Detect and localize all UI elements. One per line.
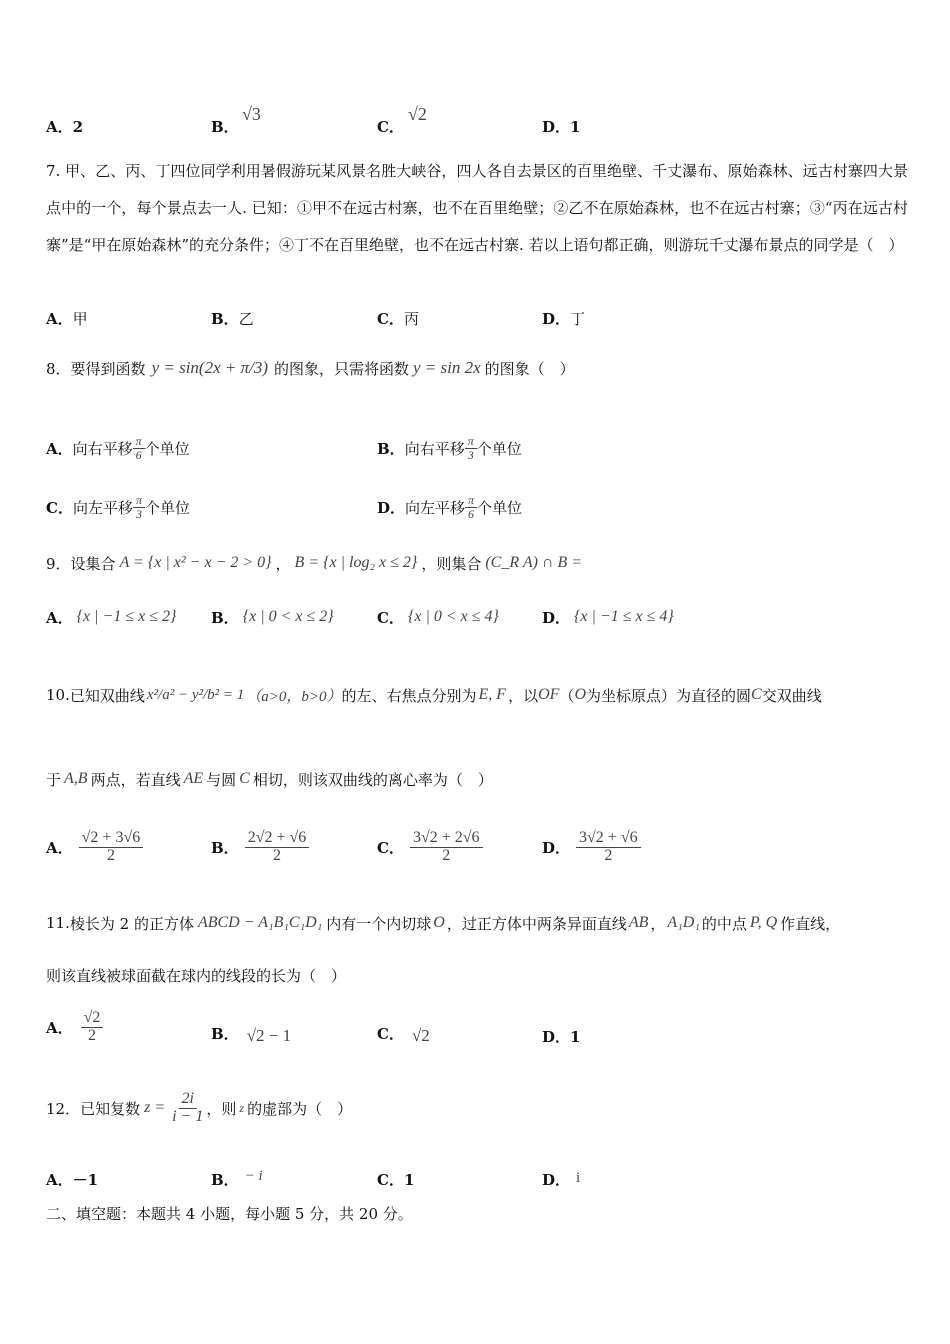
q11-option-a — [46, 1002, 103, 1052]
stem-text: 设集合 — [70, 554, 116, 573]
q10-option-c — [377, 822, 483, 872]
segment-of: OF — [538, 686, 560, 703]
option-label: B． — [211, 1024, 239, 1043]
option-value: i — [576, 1170, 581, 1186]
sphere-o: O — [433, 914, 445, 931]
option-fraction — [81, 1010, 104, 1045]
option-label: C． — [377, 1024, 404, 1043]
q10-stem-line2 — [46, 762, 493, 796]
q7-option-b — [211, 308, 254, 329]
option-label: A． — [46, 608, 73, 627]
option-label: B． — [211, 608, 239, 627]
fraction-denominator: 2 — [106, 846, 115, 864]
option-value: {x | 0 < x ≤ 2} — [242, 608, 334, 625]
option-suffix: 个单位 — [477, 498, 523, 517]
option-suffix: 个单位 — [144, 498, 190, 517]
q6-option-b — [211, 116, 239, 137]
stem-text: 为坐标原点）为直径的圆 — [586, 686, 752, 705]
cube-name: ABCD − A₁B₁C₁D₁ — [197, 914, 323, 931]
line-ae: AE — [183, 770, 204, 787]
option-label: D． — [542, 310, 571, 328]
option-label: D． — [542, 1171, 571, 1189]
line-ab: AB — [628, 914, 649, 931]
fraction-numerator: 2i — [179, 1091, 197, 1109]
stem-text: （ — [559, 686, 575, 705]
question-number: 10. — [46, 686, 70, 704]
section-heading: 二、填空题：本题共 4 小题，每小题 5 分，共 20 分。 — [46, 1205, 413, 1223]
q6-option-c-value: √2 — [408, 104, 427, 124]
q11-option-b — [211, 1020, 291, 1046]
set-a: A = {x | x² − x − 2 > 0} — [119, 554, 272, 571]
z-equals: z = — [144, 1099, 166, 1116]
fraction-numerator: π — [133, 494, 145, 508]
option-label: C． — [377, 608, 404, 627]
option-value: √2 − 1 — [246, 1026, 292, 1045]
stem-text: 要得到函数 — [70, 359, 146, 378]
option-prefix: 向右平移 — [404, 439, 465, 458]
stem-text: ， — [650, 914, 666, 933]
stem-text: ，则集合 — [421, 554, 482, 573]
option-fraction — [410, 830, 483, 865]
q10-stem-line1 — [46, 675, 822, 715]
option-label: A． — [46, 1171, 73, 1189]
fraction-denominator: 6 — [135, 447, 142, 462]
option-label: B． — [211, 310, 239, 328]
q8-option-a — [46, 428, 190, 468]
option-fraction — [576, 830, 641, 865]
option-value: 丙 — [403, 310, 419, 328]
option-label: D． — [377, 498, 406, 517]
hyperbola-equation: x²/a² − y²/b² = 1 — [146, 686, 245, 703]
function-1: y = sin(2x + π/3) — [151, 358, 268, 377]
points-ab: A,B — [64, 770, 88, 787]
stem-text: 内有一个内切球 — [326, 914, 432, 933]
q11-stem-line1 — [46, 906, 840, 940]
q7-stem: 7. 甲、乙、丙、丁四位同学利用暑假游玩某风景名胜大峡谷，四人各自去景区的百里绝壁、千丈瀑布、原始森林、远古村寨四大景点中的一个，每个景点去一人. 已知：①甲不在远古村寨，也不在百里绝壁；②乙不在原始森林，也不在远古村寨；③“丙在远古村寨”是“甲在原始森林”的充分条件；④丁不在百里绝壁，也不在远古村寨. 若以上语句都正确，则游玩千丈瀑布景点的同学是（ ） — [46, 162, 908, 254]
z-symbol: z — [239, 1100, 245, 1115]
function-2: y = sin 2x — [413, 358, 481, 377]
option-label: D． — [542, 838, 571, 857]
origin-o: O — [574, 686, 586, 703]
q11-stem-line2: 则该直线被球面截在球内的线段的长为（ ） — [46, 967, 347, 985]
stem-text: 与圆 — [206, 770, 237, 789]
complex-fraction — [169, 1091, 206, 1126]
q9-option-b — [211, 600, 334, 634]
points-pq: P, Q — [749, 914, 778, 931]
question-number: 12． — [46, 1099, 81, 1118]
option-label: D． — [542, 608, 571, 627]
option-value: 1 — [570, 1028, 581, 1046]
stem-text: 已知复数 — [80, 1099, 141, 1118]
stem-text: ， — [275, 554, 291, 573]
fraction-denominator: i − 1 — [172, 1107, 204, 1125]
fraction-denominator: 2 — [442, 846, 451, 864]
question-number: 11. — [46, 914, 70, 932]
stem-text: 交双曲线 — [761, 686, 822, 705]
stem-text: 的左、右焦点分别为 — [341, 686, 477, 705]
option-prefix: 向左平移 — [405, 498, 466, 517]
set-b: B = {x | log₂ x ≤ 2} — [294, 554, 418, 571]
option-value: − i — [244, 1168, 263, 1184]
circle-c: C — [239, 770, 250, 787]
stem-text: ，以 — [508, 686, 539, 705]
fraction-denominator: 3 — [135, 506, 142, 521]
fraction-numerator: √2 — [81, 1010, 104, 1028]
q11-option-c — [377, 1020, 430, 1046]
option-value: 2 — [72, 118, 84, 136]
q6-option-d — [542, 116, 580, 137]
option-fraction — [79, 830, 144, 865]
option-fraction — [133, 435, 145, 461]
option-value: 1 — [570, 118, 581, 136]
q10-option-a — [46, 822, 143, 872]
option-label: C． — [377, 1171, 404, 1189]
q8-option-d — [377, 487, 522, 527]
option-value: 丁 — [570, 310, 586, 328]
fraction-denominator: 2 — [88, 1026, 97, 1044]
stem-text: ，则 — [206, 1099, 237, 1118]
q6-option-c — [377, 116, 404, 137]
q9-option-c — [377, 600, 499, 634]
q9-option-d — [542, 600, 674, 634]
q6-option-a — [46, 116, 83, 137]
option-value: －1 — [72, 1171, 99, 1189]
option-value: √2 — [411, 1026, 430, 1045]
q12-option-a — [46, 1169, 98, 1190]
fraction-numerator: π — [465, 494, 477, 508]
question-number: 8． — [46, 359, 71, 378]
option-fraction — [465, 494, 477, 520]
option-value: {x | 0 < x ≤ 4} — [407, 608, 499, 625]
option-value: 甲 — [72, 310, 88, 328]
fraction-numerator: π — [465, 435, 477, 449]
stem-text: 棱长为 2 的正方体 — [69, 914, 194, 933]
q8-option-b — [377, 428, 522, 468]
q8-option-c — [46, 487, 190, 527]
q7-option-c — [377, 308, 419, 329]
q12-option-d — [542, 1169, 580, 1190]
option-label: C． — [377, 118, 404, 136]
q7-option-d — [542, 308, 585, 329]
option-prefix: 向右平移 — [72, 439, 133, 458]
q7-option-a — [46, 308, 88, 329]
q8-stem — [46, 348, 575, 388]
q6-option-b-value: √3 — [242, 104, 261, 124]
option-value: {x | −1 ≤ x ≤ 4} — [574, 608, 674, 625]
fraction-denominator: 3 — [467, 447, 474, 462]
q10-option-d — [542, 822, 641, 872]
q9-option-a — [46, 600, 176, 634]
q10-option-b — [211, 822, 309, 872]
stem-text: 于 — [46, 770, 62, 789]
stem-text: 作直线， — [780, 914, 841, 933]
stem-text: 相切，则该双曲线的离心率为（ ） — [252, 770, 493, 789]
fraction-denominator: 2 — [604, 846, 613, 864]
stem-text: ，过正方体中两条异面直线 — [446, 914, 627, 933]
option-label: B． — [377, 439, 405, 458]
option-label: C． — [46, 498, 73, 517]
option-label: D． — [542, 118, 571, 136]
q12-option-b — [211, 1169, 263, 1190]
option-value: 乙 — [238, 310, 254, 328]
option-label: B． — [211, 118, 239, 136]
set-expression: (C_R A) ∩ B = — [485, 554, 583, 571]
option-fraction — [245, 830, 310, 865]
q12-stem — [46, 1083, 352, 1133]
option-label: A． — [46, 1018, 73, 1037]
option-label: B． — [211, 838, 239, 857]
stem-text: 两点，若直线 — [90, 770, 181, 789]
option-label: A． — [46, 439, 73, 458]
option-prefix: 向左平移 — [72, 498, 133, 517]
stem-text: 的虚部为（ ） — [247, 1099, 353, 1118]
condition: （a>0，b>0） — [246, 688, 342, 705]
fraction-numerator: √2 + 3√6 — [79, 830, 144, 848]
option-label: A． — [46, 310, 73, 328]
fraction-numerator: 2√2 + √6 — [245, 830, 310, 848]
line-a1d1: A₁D₁ — [667, 914, 700, 931]
foci: E, F — [478, 686, 507, 703]
option-label: D． — [542, 1028, 571, 1046]
stem-text: 的图象，只需将函数 — [274, 359, 410, 378]
option-label: C． — [377, 838, 404, 857]
option-fraction — [133, 494, 145, 520]
fraction-denominator: 2 — [272, 846, 281, 864]
fraction-numerator: 3√2 + 2√6 — [410, 830, 483, 848]
q12-option-c — [377, 1169, 414, 1190]
option-suffix: 个单位 — [144, 439, 190, 458]
option-label: C． — [377, 310, 404, 328]
option-fraction — [465, 435, 477, 461]
fraction-numerator: π — [133, 435, 145, 449]
circle-c: C — [751, 686, 762, 703]
fraction-numerator: 3√2 + √6 — [576, 830, 641, 848]
fraction-denominator: 6 — [468, 506, 475, 521]
q9-stem — [46, 546, 582, 580]
q11-option-d — [542, 1026, 580, 1047]
stem-text: 的图象（ ） — [484, 359, 575, 378]
question-number: 9． — [46, 554, 71, 573]
stem-text: 的中点 — [701, 914, 747, 933]
option-suffix: 个单位 — [476, 439, 522, 458]
option-value: 1 — [403, 1171, 415, 1189]
option-label: A． — [46, 838, 73, 857]
stem-text: 已知双曲线 — [69, 686, 145, 705]
option-label: B． — [211, 1171, 239, 1189]
option-value: {x | −1 ≤ x ≤ 2} — [76, 608, 177, 625]
option-label: A． — [46, 118, 73, 136]
